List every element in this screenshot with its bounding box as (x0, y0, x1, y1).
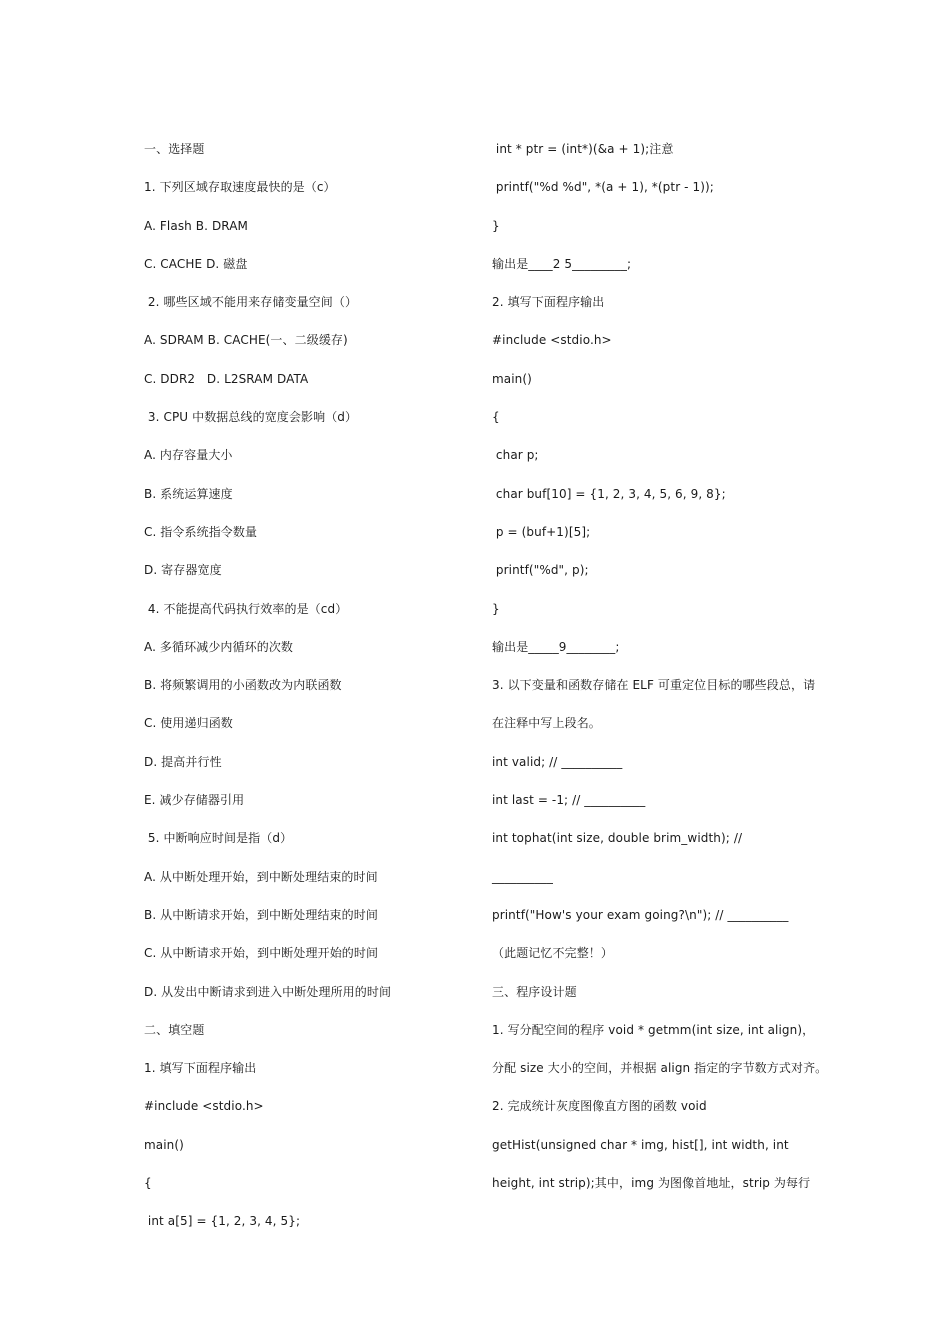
answer-option: C. 使用递归函数 (144, 716, 233, 731)
code-line: { (492, 410, 500, 425)
question-text: 1. 下列区域存取速度最快的是（c） (144, 180, 336, 195)
code-line: printf("%d %d", *(a + 1), *(ptr - 1)); (492, 180, 714, 195)
section-heading: 三、程序设计题 (492, 984, 577, 999)
code-line: main() (144, 1137, 184, 1152)
left-column (144, 140, 474, 1251)
code-line: int valid; // __________ (492, 754, 623, 769)
code-line: char buf[10] = {1, 2, 3, 4, 5, 6, 9, 8}; (492, 486, 726, 501)
answer-option: A. Flash B. DRAM (144, 218, 249, 233)
question-text: 在注释中写上段名。 (492, 716, 601, 731)
answer-option: B. 将频繁调用的小函数改为内联函数 (144, 678, 342, 693)
question-text: 5. 中断响应时间是指（d） (144, 831, 293, 846)
code-line: char p; (492, 448, 539, 463)
code-line: __________ (492, 869, 553, 884)
section-heading: 二、填空题 (144, 1022, 205, 1037)
answer-option: D. 提高并行性 (144, 754, 222, 769)
code-line: main() (492, 371, 532, 386)
question-text: getHist(unsigned char * img, hist[], int width, int (492, 1137, 789, 1152)
answer-option: B. 从中断请求开始，到中断处理结束的时间 (144, 907, 378, 922)
note-text: （此题记忆不完整！） (492, 946, 614, 961)
question-text: 3. CPU 中数据总线的宽度会影响（d） (144, 410, 358, 425)
question-text: 1. 填写下面程序输出 (144, 1061, 257, 1076)
code-line: printf("How's your exam going?\n"); // __________ (492, 907, 789, 922)
code-line: int tophat(int size, double brim_width); // (492, 831, 743, 846)
answer-option: C. DDR2 D. L2SRAM DATA (144, 371, 309, 386)
answer-option: A. SDRAM B. CACHE(一、二级缓存) (144, 333, 348, 348)
answer-option: A. 多循环减少内循环的次数 (144, 639, 294, 654)
question-text: 3. 以下变量和函数存储在 ELF 可重定位目标的哪些段总，请 (492, 678, 816, 693)
answer-line: 输出是_____9________; (492, 639, 620, 654)
answer-option: C. 指令系统指令数量 (144, 524, 258, 539)
question-text: 2. 填写下面程序输出 (492, 295, 605, 310)
answer-option: D. 从发出中断请求到进入中断处理所用的时间 (144, 984, 392, 999)
answer-option: A. 内存容量大小 (144, 448, 233, 463)
section-heading: 一、选择题 (144, 142, 205, 156)
answer-option: E. 减少存储器引用 (144, 793, 245, 808)
question-text: 2. 哪些区域不能用来存储变量空间（） (144, 295, 358, 310)
question-text: height, int strip);其中，img 为图像首地址，strip 为每行 (492, 1176, 811, 1191)
code-line: int last = -1; // __________ (492, 793, 646, 808)
question-text: 2. 完成统计灰度图像直方图的函数 void (492, 1099, 707, 1114)
code-line: int a[5] = {1, 2, 3, 4, 5}; (144, 1214, 301, 1229)
code-line: } (492, 601, 500, 616)
code-line: int * ptr = (int*)(&a + 1);注意 (492, 142, 674, 156)
answer-option: D. 寄存器宽度 (144, 563, 222, 578)
code-line: #include <stdio.h> (492, 333, 612, 348)
question-text: 4. 不能提高代码执行效率的是（cd） (144, 601, 348, 616)
right-column (492, 140, 828, 1212)
code-line: } (492, 218, 500, 233)
answer-option: C. 从中断请求开始，到中断处理开始的时间 (144, 946, 379, 961)
question-text: 分配 size 大小的空间，并根据 align 指定的字节数方式对齐。 (492, 1061, 828, 1076)
code-line: p = (buf+1)[5]; (492, 524, 591, 539)
answer-line: 输出是____2 5_________; (492, 256, 632, 271)
answer-option: C. CACHE D. 磁盘 (144, 256, 248, 271)
question-text: 1. 写分配空间的程序 void * getmm(int size, int align)， (492, 1022, 815, 1037)
answer-option: A. 从中断处理开始，到中断处理结束的时间 (144, 869, 378, 884)
code-line: #include <stdio.h> (144, 1099, 264, 1114)
code-line: { (144, 1176, 152, 1191)
code-line: printf("%d", p); (492, 563, 589, 578)
answer-option: B. 系统运算速度 (144, 486, 233, 501)
